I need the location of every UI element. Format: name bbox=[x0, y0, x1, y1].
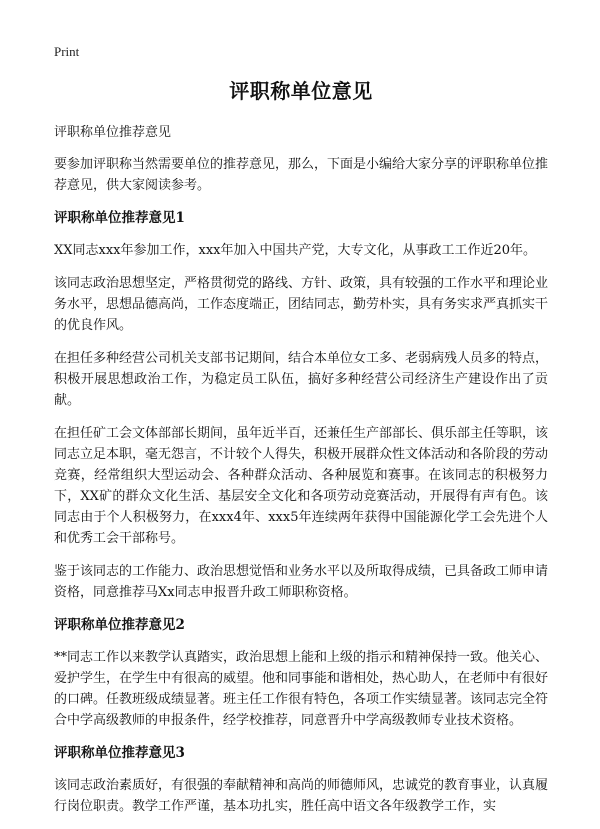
section-heading: 评职称单位推荐意见2 bbox=[54, 617, 185, 633]
document-title: 评职称单位意见 bbox=[229, 79, 373, 103]
paragraph: **同志工作以来教学认真踏实，政治思想上能和上级的指示和精神保持一致。他关心、爱护学生，在学生中有很高的威望。他和同事能和谐相处，热心助人，在老师中有很好的口碑。任教班级成绩显著。班主任工作很有特色，各项工作实绩显著。该同志完全符合中学高级教师的申报条件，经学校推荐，同意晋升中学高级教师专业技术资格。 bbox=[54, 650, 549, 728]
paragraph: 该同志政治素质好，有很强的奉献精神和高尚的师德师风，忠诚党的教育事业，认真履行岗位职责。教学工作严谨，基本功扎实，胜任高中语文各年级教学工作，实 bbox=[54, 778, 549, 814]
paragraph: XX同志xxx年参加工作，xxx年加入中国共产党，大专文化，从事政工工作近20年。 bbox=[54, 243, 537, 258]
paragraph: 鉴于该同志的工作能力、政治思想觉悟和业务水平以及所取得成绩，已具备政工师申请资格，同意推荐马Xx同志申报晋升政工师职称资格。 bbox=[54, 564, 549, 600]
section-heading: 评职称单位推荐意见3 bbox=[54, 745, 185, 761]
document-subtitle: 评职称单位推荐意见 bbox=[54, 125, 172, 140]
paragraph: 在担任多种经营公司机关支部书记期间，结合本单位女工多、老弱病残人员多的特点，积极开展思想政治工作，为稳定员工队伍，搞好多种经营公司经济生产建设作出了贡献。 bbox=[54, 351, 549, 408]
section-heading: 评职称单位推荐意见1 bbox=[54, 210, 185, 226]
document-page bbox=[54, 76, 548, 829]
paragraph: 在担任矿工会文体部部长期间，虽年近半百，还兼任生产部部长、俱乐部主任等职，该同志立足本职，毫无怨言，不计较个人得失，积极开展群众性文体活动和各阶段的劳动竞赛，经常组织大型运动会、各种群众活动、各种展览和赛事。在该同志的积极努力下，XX矿的群众文化生活、基层安全文化和各项劳动竞赛活动，开展得有声有色。该同志由于个人积极努力，在xxx4年、xxx5年连续两年获得中国能源化学工会先进个人和优秀工会干部称号。 bbox=[54, 426, 549, 546]
paragraph: 该同志政治思想坚定，严格贯彻党的路线、方针、政策，具有较强的工作水平和理论业务水平，思想品德高尚，工作态度端正，团结同志，勤劳朴实，具有务实求严真抓实干的优良作风。 bbox=[54, 276, 549, 333]
print-link[interactable]: Print bbox=[54, 44, 80, 59]
intro-paragraph: 要参加评职称当然需要单位的推荐意见，那么，下面是小编给大家分享的评职称单位推荐意见，供大家阅读参考。 bbox=[54, 157, 549, 193]
